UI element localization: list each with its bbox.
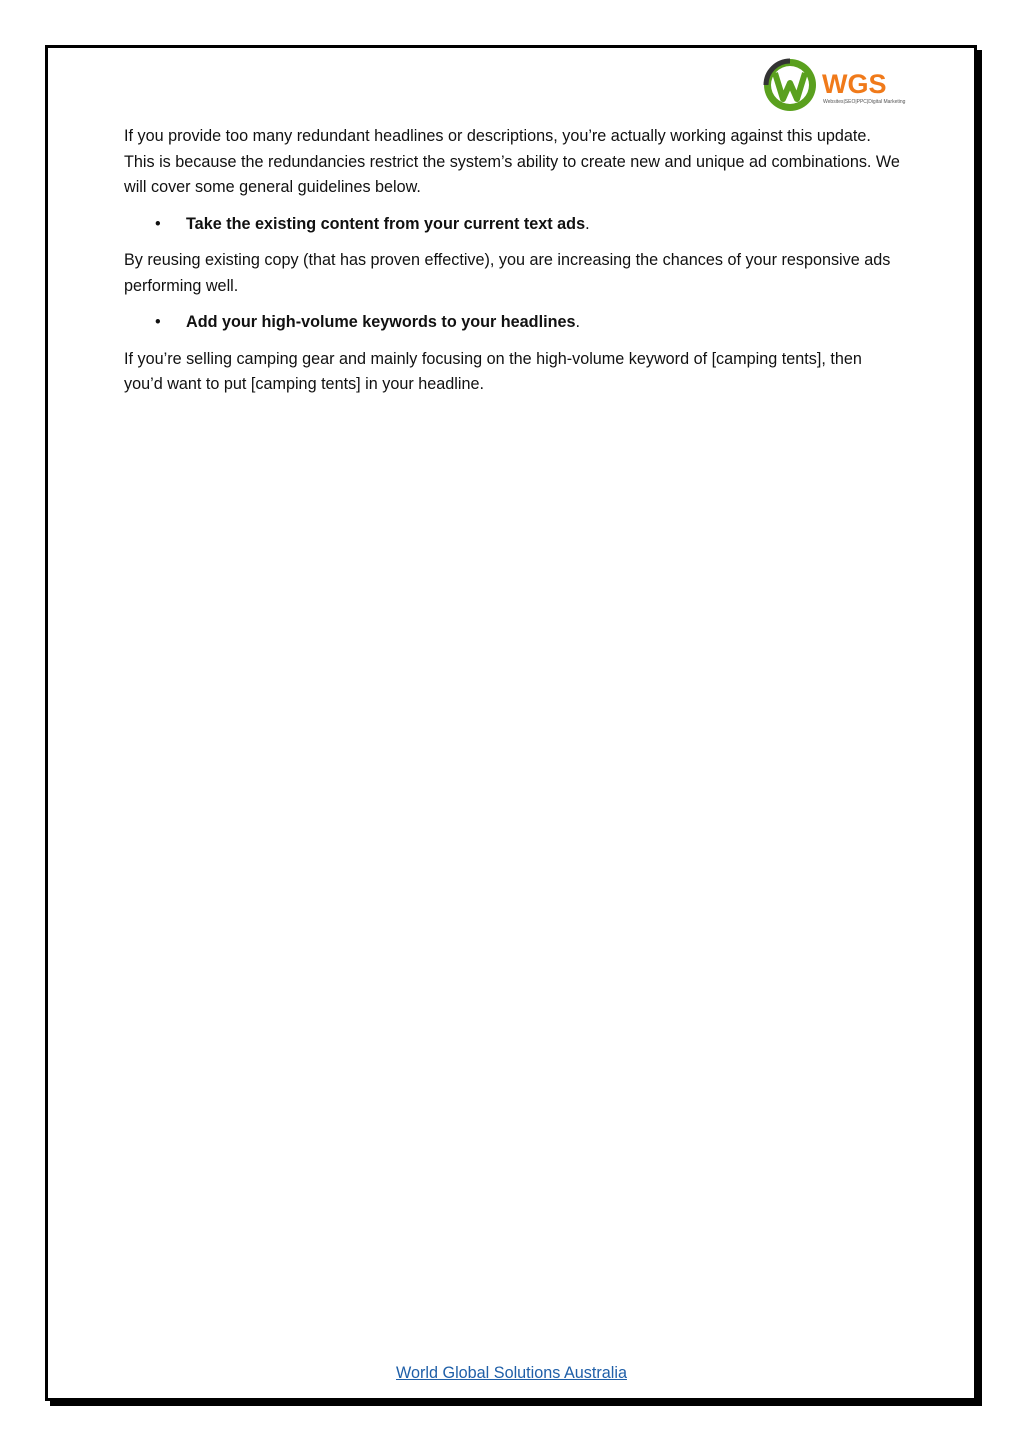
- bullet-marker: •: [155, 313, 161, 331]
- paragraph-camping-example: If you’re selling camping gear and mainly focusing on the high-volume keyword of [camping tents], then you’d want to put [camping tents] in your headline.: [124, 349, 862, 393]
- wgs-logo: [760, 55, 908, 115]
- bullet-text: Add your high-volume keywords to your headlines: [186, 313, 576, 331]
- footer: [0, 1364, 1023, 1383]
- bullet-suffix: .: [585, 214, 590, 233]
- logo-wordmark: WGS: [822, 69, 887, 99]
- bullet-keywords: [124, 310, 904, 336]
- bullet-text: Take the existing content from your current text ads: [186, 214, 586, 233]
- bullet-suffix: .: [575, 313, 580, 331]
- bullet-existing-content: [124, 212, 904, 238]
- logo-emblem-icon: [764, 59, 816, 111]
- paragraph-redundancy: If you provide too many redundant headlines or descriptions, you’re actually working against this update. This is because the redundancies restrict the system’s ability to create new and unique ad combinations. We will cover some general guidelines below.: [124, 127, 900, 196]
- logo-tagline: Websites|SEO|PPC|Digital Marketing: [823, 99, 906, 105]
- document-body: [124, 124, 904, 409]
- bullet-marker: •: [155, 214, 161, 233]
- paragraph-reuse-copy: By reusing existing copy (that has proven effective), you are increasing the chances of your responsive ads performing well.: [124, 251, 891, 295]
- footer-link[interactable]: World Global Solutions Australia: [396, 1364, 627, 1382]
